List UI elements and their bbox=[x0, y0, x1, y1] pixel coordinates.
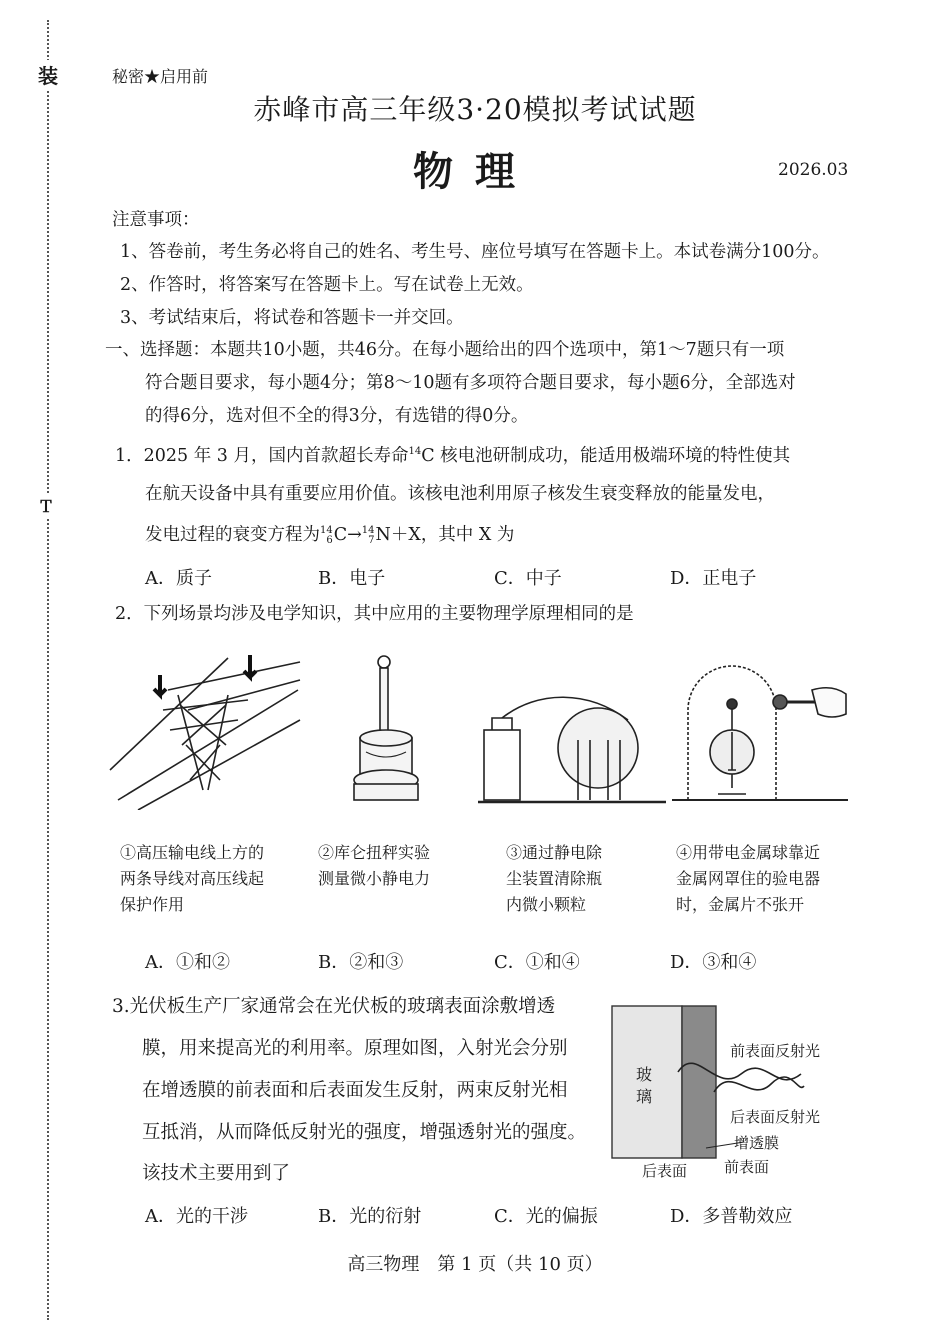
power-line-tower-figure bbox=[108, 650, 304, 810]
secret-label: 秘密★启用前 bbox=[112, 67, 209, 86]
q2-option-a: A．①和② bbox=[145, 952, 230, 973]
q3-line: 互抵消，从而降低反射光的强度，增强透射光的强度。 bbox=[142, 1122, 587, 1143]
exam-date: 2026.03 bbox=[778, 160, 849, 180]
q1-text: C 核电池研制成功，能适用极端环境的特性使其 bbox=[421, 445, 791, 466]
q2-option-d: D．③和④ bbox=[670, 952, 757, 973]
decay-arrow: → bbox=[347, 525, 362, 545]
q1-text: 1．2025 年 3 月，国内首款超长寿命 bbox=[115, 445, 409, 466]
q3-option-c: C．光的偏振 bbox=[494, 1206, 598, 1227]
page-footer: 高三物理 第 1 页（共 10 页） bbox=[347, 1254, 603, 1275]
caption-1 bbox=[120, 840, 264, 918]
section-instructions-line: 符合题目要求，每小题4分；第8～10题有多项符合题目要求，每小题6分，全部选对 bbox=[145, 373, 796, 393]
c14-mass-number: 14 bbox=[408, 446, 422, 457]
q1-option-c: C．中子 bbox=[494, 568, 562, 589]
n-mass: 14 bbox=[361, 524, 375, 536]
n-symbol: N＋X bbox=[375, 525, 421, 545]
q1-text: 发电过程的衰变方程为 bbox=[145, 525, 320, 545]
q3-option-d: D．多普勒效应 bbox=[670, 1206, 793, 1227]
caption-line: ③通过静电除 bbox=[506, 843, 603, 862]
anti-reflection-film-figure bbox=[606, 1004, 842, 1180]
caption-4 bbox=[676, 840, 820, 918]
film-label: 增透膜 bbox=[734, 1134, 780, 1152]
q1-line-2: 在航天设备中具有重要应用价值。该核电池利用原子核发生衰变释放的能量发电， bbox=[145, 484, 775, 504]
note-item: 3、考试结束后，将试卷和答题卡一并交回。 bbox=[120, 308, 464, 328]
c-symbol: C bbox=[333, 525, 348, 545]
caption-line: 两条导线对高压线起 bbox=[120, 869, 265, 888]
caption-line: 保护作用 bbox=[120, 895, 185, 914]
q1-text: ，其中 X 为 bbox=[420, 525, 515, 545]
q3-line: 3.光伏板生产厂家通常会在光伏板的玻璃表面涂敷增透 bbox=[112, 996, 556, 1017]
subject-title: 物理 bbox=[413, 148, 537, 195]
back-reflect-label: 后表面反射光 bbox=[730, 1108, 821, 1126]
front-reflect-label: 前表面反射光 bbox=[730, 1042, 821, 1060]
binding-dotted-line bbox=[47, 20, 49, 1320]
glass-label bbox=[636, 1064, 652, 1108]
glass-char: 玻 bbox=[636, 1065, 653, 1084]
torsion-balance-figure bbox=[346, 652, 426, 812]
q1-option-a: A．质子 bbox=[145, 568, 212, 589]
back-surface-label: 后表面 bbox=[642, 1162, 688, 1180]
caption-line: ②库仑扭秤实验 bbox=[318, 843, 431, 862]
q1-line-3 bbox=[145, 523, 514, 547]
c-nuclide-numbers bbox=[320, 526, 333, 546]
caption-line: ①高压输电线上方的 bbox=[120, 843, 265, 862]
q1-option-d: D．正电子 bbox=[670, 568, 757, 589]
caption-line: 尘装置清除瓶 bbox=[506, 869, 603, 888]
binding-mark-t: Ｔ bbox=[38, 494, 54, 517]
section-instructions-line: 的得6分，选对但不全的得3分，有选错的得0分。 bbox=[145, 406, 529, 426]
q3-line: 膜，用来提高光的利用率。原理如图，入射光会分别 bbox=[142, 1038, 568, 1059]
q1-option-b: B．电子 bbox=[318, 568, 386, 589]
binding-mark-zhuang: 装 bbox=[38, 60, 58, 89]
q2-option-b: B．②和③ bbox=[318, 952, 404, 973]
caption-line: ④用带电金属球靠近 bbox=[676, 843, 821, 862]
n-nuclide-numbers bbox=[362, 526, 375, 546]
electrostatic-dust-removal-figure bbox=[478, 690, 666, 810]
caption-line: 金属网罩住的验电器 bbox=[676, 869, 821, 888]
q3-option-b: B．光的衍射 bbox=[318, 1206, 422, 1227]
exam-title: 赤峰市高三年级3·20模拟考试试题 bbox=[253, 93, 697, 126]
q1-line-1 bbox=[115, 440, 790, 468]
q3-option-a: A．光的干涉 bbox=[145, 1206, 248, 1227]
caption-3 bbox=[506, 840, 602, 918]
caption-line: 时，金属片不张开 bbox=[676, 895, 805, 914]
caption-2 bbox=[318, 840, 430, 892]
q2-option-c: C．①和④ bbox=[494, 952, 580, 973]
q3-line: 该技术主要用到了 bbox=[142, 1163, 291, 1184]
n-atomic-number: 7 bbox=[368, 534, 375, 546]
q3-line: 在增透膜的前表面和后表面发生反射，两束反射光相 bbox=[142, 1080, 568, 1101]
c-mass: 14 bbox=[320, 524, 333, 536]
c-atomic-number: 6 bbox=[326, 534, 333, 546]
caption-line: 内微小颗粒 bbox=[506, 895, 587, 914]
caption-line: 测量微小静电力 bbox=[318, 869, 431, 888]
front-surface-label: 前表面 bbox=[724, 1158, 770, 1176]
section-instructions-line: 一、选择题：本题共10小题，共46分。在每小题给出的四个选项中，第1～7题只有一项 bbox=[105, 340, 785, 360]
notes-title: 注意事项： bbox=[112, 210, 200, 230]
q2-stem: 2．下列场景均涉及电学知识，其中应用的主要物理学原理相同的是 bbox=[115, 604, 634, 624]
glass-char: 璃 bbox=[636, 1087, 653, 1106]
note-item: 2、作答时，将答案写在答题卡上。写在试卷上无效。 bbox=[120, 275, 534, 295]
note-item: 1、答卷前，考生务必将自己的姓名、考生号、座位号填写在答题卡上。本试卷满分100分。 bbox=[120, 242, 830, 262]
electroscope-mesh-figure bbox=[672, 660, 848, 810]
